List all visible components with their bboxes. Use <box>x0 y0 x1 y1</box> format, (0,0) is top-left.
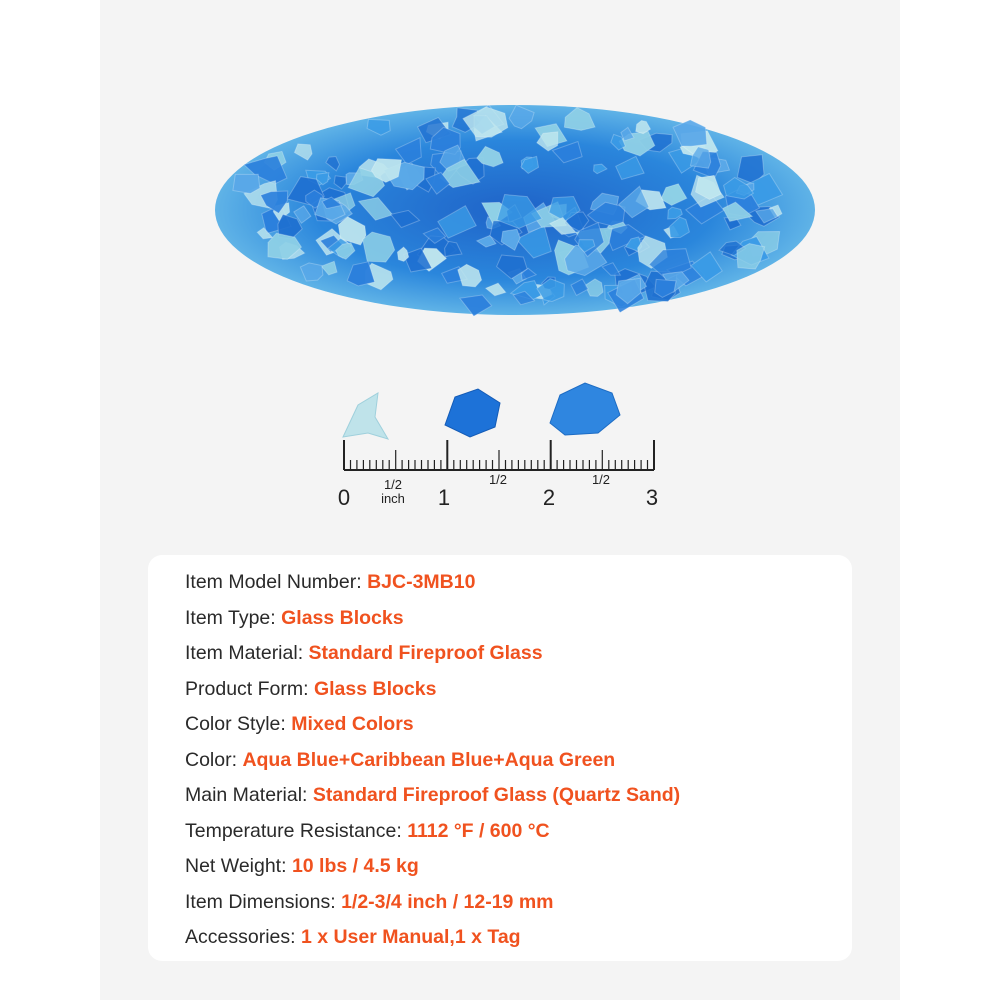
spec-product-form <box>185 672 852 708</box>
spec-value: Standard Fireproof Glass <box>308 642 543 664</box>
spec-value: Glass Blocks <box>281 606 404 629</box>
spec-item-type <box>185 601 852 637</box>
spec-value: 1 x User Manual,1 x Tag <box>300 926 521 948</box>
spec-net-weight <box>185 849 852 885</box>
spec-label: Item Type: <box>185 606 282 629</box>
spec-item-material <box>185 636 852 672</box>
specifications-card <box>148 555 852 961</box>
glass-pile-image <box>200 50 830 350</box>
ruler-half-label: 1/2 <box>488 472 508 487</box>
spec-main-material <box>185 778 852 814</box>
spec-temperature-resistance <box>185 814 852 850</box>
spec-color <box>185 743 852 779</box>
spec-label: Item Model Number: <box>185 571 368 593</box>
spec-label: Item Dimensions: <box>185 890 342 913</box>
spec-label: Item Material: <box>185 642 309 664</box>
spec-color-style <box>185 707 852 743</box>
spec-label: Color: <box>185 748 243 771</box>
spec-label: Accessories: <box>185 926 301 948</box>
ruler-number-2: 2 <box>542 485 556 510</box>
spec-label: Net Weight: <box>185 855 292 877</box>
ruler-unit-label: inch <box>381 491 405 506</box>
spec-value: Standard Fireproof Glass (Quartz Sand) <box>312 784 681 806</box>
spec-label: Product Form: <box>185 677 314 700</box>
spec-value: 10 lbs / 4.5 kg <box>291 855 419 877</box>
spec-value: Aqua Blue+Caribbean Blue+Aqua Green <box>242 748 616 771</box>
spec-value: 1112 °F / 600 °C <box>407 819 550 842</box>
ruler-number-0: 0 <box>337 485 351 510</box>
spec-accessories <box>185 920 852 956</box>
spec-label: Color Style: <box>185 713 292 735</box>
ruler-ticks <box>344 440 654 470</box>
sample-chip-aqua-blue <box>445 389 500 437</box>
ruler-half-label: 1/2 <box>591 472 611 487</box>
sample-chip-aqua-green <box>343 393 388 439</box>
ruler-half-label: 1/2 <box>383 477 403 492</box>
ruler-number-3: 3 <box>645 485 659 510</box>
ruler-number-1: 1 <box>437 485 451 510</box>
spec-label: Main Material: <box>185 784 313 806</box>
spec-value: BJC-3MB10 <box>367 571 476 593</box>
sample-chip-caribbean-blue <box>550 383 620 435</box>
spec-value: Glass Blocks <box>313 677 437 700</box>
size-reference <box>330 375 670 515</box>
spec-value: 1/2-3/4 inch / 12-19 mm <box>341 890 554 913</box>
spec-item-dimensions <box>185 885 852 921</box>
spec-item-model-number <box>185 565 852 601</box>
glass-chip <box>233 174 260 193</box>
spec-value: Mixed Colors <box>291 713 414 735</box>
spec-label: Temperature Resistance: <box>185 819 408 842</box>
